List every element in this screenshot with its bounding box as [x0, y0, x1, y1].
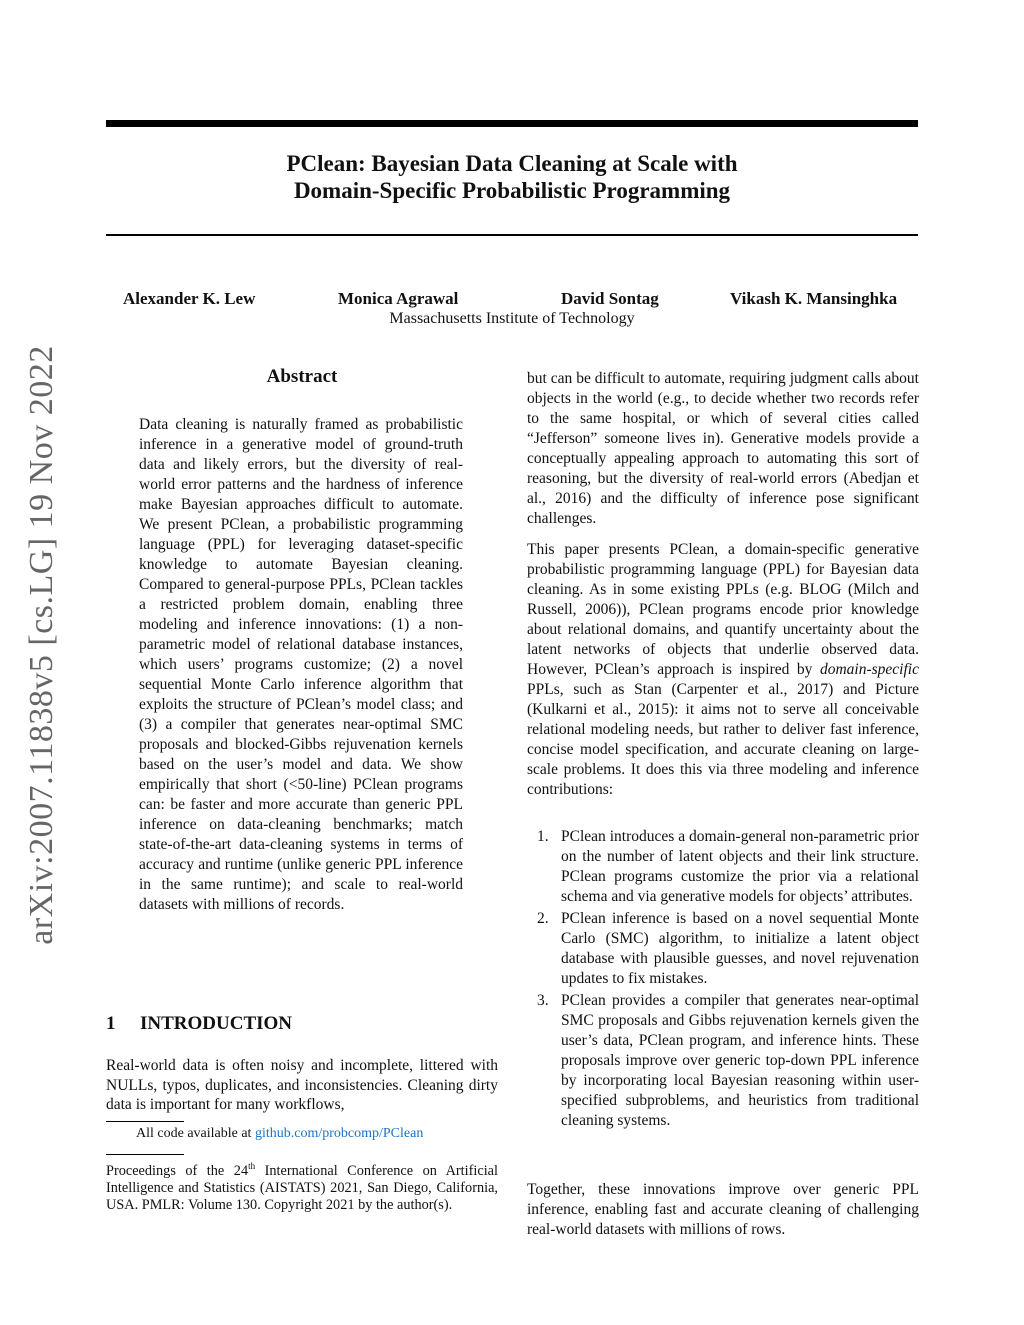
- proceedings-superscript: th: [248, 1161, 256, 1172]
- paper-title: [106, 150, 918, 204]
- affiliation: Massachusetts Institute of Technology: [389, 310, 635, 327]
- section-heading: [106, 1013, 292, 1035]
- abstract-heading: Abstract: [266, 366, 338, 387]
- proceedings-rule: [106, 1154, 184, 1155]
- code-footnote: [136, 1126, 423, 1142]
- list-text: PClean provides a compiler that generates near-optimal SMC proposals and Gibbs rejuvenation kernels given the user’s data, PClean program, and inference hints. These proposals improve over generic top-down PPL inference by incorporating local Bayesian reasoning within user-specified subproblems, and heuristics from traditional cleaning systems.: [561, 992, 919, 1129]
- list-number: 2.: [537, 910, 549, 927]
- author-name: Vikash K. Mansinghka: [730, 289, 898, 308]
- proceedings-text-rest: International Conference on Artificial Intelligence and Statistics (AISTATS) 2021, San Diego, California, USA. PMLR: Volume 130. Copyright 2021 by the author(s).: [106, 1163, 498, 1213]
- proceedings-note: [106, 1163, 498, 1214]
- code-footnote-text: All code available at: [136, 1126, 255, 1141]
- list-number: 1.: [537, 828, 549, 845]
- list-item: [527, 827, 919, 907]
- code-link[interactable]: github.com/probcomp/PClean: [254, 1126, 424, 1141]
- list-text: PClean inference is based on a novel sequential Monte Carlo (SMC) algorithm, to initialize a latent object database with plausible guesses, and novel rejuvenation updates to fix mistakes.: [561, 910, 919, 987]
- title-top-rule: [106, 120, 918, 127]
- arxiv-stamp: arXiv:2007.11838v5 [cs.LG] 19 Nov 2022: [23, 345, 60, 945]
- list-item: [527, 991, 919, 1131]
- section-title: INTRODUCTION: [140, 1013, 293, 1034]
- list-number: 3.: [537, 992, 549, 1009]
- section-number: 1: [106, 1013, 116, 1034]
- p2-text: This paper presents PClean, a domain-specific generative probabilistic programming language (PPL) for Bayesian data cleaning. As in some existing PPLs (e.g. BLOG (Milch and Russell, 2006)), PClean programs encode prior knowledge about relational domains, and quantify uncertainty about the latent networks of objects that underlie observed data. However, PClean’s approach is inspired by: [527, 541, 919, 678]
- author-list: [106, 289, 918, 311]
- title-line-2: Domain-Specific Probabilistic Programming: [293, 178, 731, 203]
- author-name: Monica Agrawal: [338, 289, 459, 308]
- right-paragraph-3: Together, these innovations improve over generic PPL inference, enabling fast and accurate cleaning of challenging real-world datasets with millions of rows.: [527, 1181, 919, 1238]
- proceedings-text: Proceedings of the 24: [106, 1163, 249, 1179]
- p2-emphasis: domain-specific: [819, 661, 919, 678]
- right-paragraph-1: but can be difficult to automate, requiring judgment calls about objects in the world (e.g., to decide whether two records refer to the same hospital, or which of several cities called “Jefferson” someone lives in). Generative models provide a conceptually appealing approach to automating this sort of reasoning, but the diversity of real-world errors (Abedjan et al., 2016) and the difficulty of inference pose significant challenges.: [527, 370, 919, 527]
- author-name: Alexander K. Lew: [123, 289, 256, 308]
- list-item: [527, 909, 919, 989]
- intro-paragraph: Real-world data is often noisy and incomplete, littered with NULLs, typos, duplicates, and inconsistencies. Cleaning dirty data is important for many workflows,: [106, 1057, 498, 1113]
- title-line-1: PClean: Bayesian Data Cleaning at Scale with: [286, 151, 738, 176]
- right-paragraph-2: [527, 540, 919, 800]
- title-bottom-rule: [106, 234, 918, 236]
- contribution-list: [527, 827, 919, 1133]
- author-name: David Sontag: [561, 289, 659, 308]
- footnote-rule: [106, 1121, 184, 1122]
- p2-text-rest: PPLs, such as Stan (Carpenter et al., 2017) and Picture (Kulkarni et al., 2015): it aims not to serve all conceivable relational modeling needs, but rather to deliver fast inference, concise model specification, and accurate cleaning on large-scale problems. It does this via three modeling and inference contributions:: [527, 681, 919, 798]
- abstract-text: Data cleaning is naturally framed as probabilistic inference in a generative model of ground-truth data and likely errors, but the diversity of real-world error patterns and the hardness of inference make Bayesian approaches difficult to automate. We present PClean, a probabilistic programming language (PPL) for leveraging dataset-specific knowledge to automate Bayesian cleaning. Compared to general-purpose PPLs, PClean tackles a restricted problem domain, enabling three modeling and inference innovations: (1) a non-parametric model of relational database instances, which users’ programs customize; (2) a novel sequential Monte Carlo inference algorithm that exploits the structure of PClean’s model class; and (3) a compiler that generates near-optimal SMC proposals and blocked-Gibbs rejuvenation kernels based on the user’s model and data. We show empirically that short (<50-line) PClean programs can: be faster and more accurate than generic PPL inference on data-cleaning benchmarks; match state-of-the-art data-cleaning systems in terms of accuracy and runtime (unlike generic PPL inference in the same runtime); and scale to real-world datasets with millions of records.: [139, 416, 463, 913]
- list-text: PClean introduces a domain-general non-parametric prior on the number of latent objects and their link structure. PClean programs customize the prior via a relational schema and via generative models for objects’ attributes.: [561, 828, 919, 905]
